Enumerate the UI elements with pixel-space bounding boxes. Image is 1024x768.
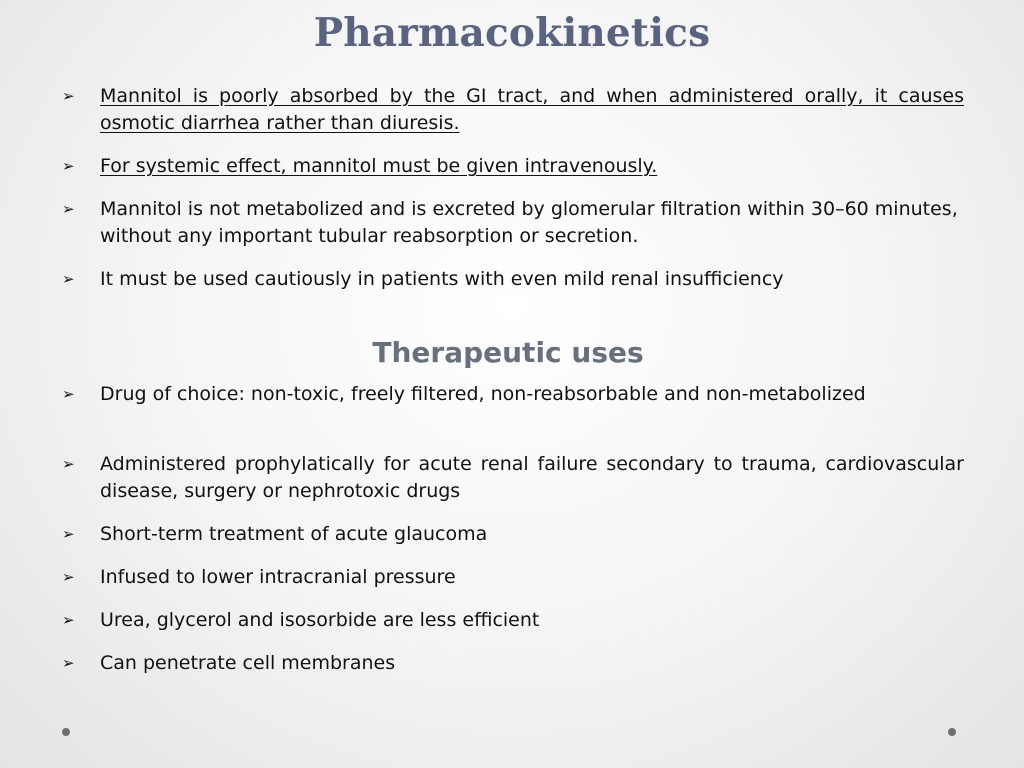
arrow-bullet-icon: ➢ — [62, 568, 75, 586]
arrow-bullet-icon: ➢ — [62, 385, 75, 403]
tu-bullet-text: Urea, glycerol and isosorbide are less efficient — [100, 609, 540, 631]
tu-bullet-1 — [62, 381, 964, 408]
pk-bullet-2 — [62, 153, 964, 180]
arrow-bullet-icon: ➢ — [62, 654, 75, 672]
arrow-bullet-icon: ➢ — [62, 270, 75, 288]
tu-bullet-text: Administered prophylatically for acute renal failure secondary to trauma, cardiovascular disease, surgery or nephrotoxic drugs — [100, 453, 964, 502]
arrow-bullet-icon: ➢ — [62, 157, 75, 175]
section-title-therapeutic-uses: Therapeutic uses — [372, 336, 644, 369]
pk-bullet-3 — [62, 196, 964, 250]
tu-bullet-text: Can penetrate cell membranes — [100, 652, 396, 674]
pk-bullet-text: It must be used cautiously in patients with even mild renal insufficiency — [100, 268, 784, 290]
pk-bullet-text: Mannitol is poorly absorbed by the GI tract, and when administered orally, it causes osmotic diarrhea rather than diuresis. — [100, 85, 964, 134]
pk-bullet-text: Mannitol is not metabolized and is excreted by glomerular filtration within 30–60 minutes, without any important tubular reabsorption or secretion. — [100, 198, 958, 247]
pk-bullet-4 — [62, 266, 964, 293]
pk-bullet-text: For systemic effect, mannitol must be given intravenously. — [100, 155, 658, 177]
arrow-bullet-icon: ➢ — [62, 455, 75, 473]
arrow-bullet-icon: ➢ — [62, 87, 75, 105]
arrow-bullet-icon: ➢ — [62, 525, 75, 543]
tu-bullet-6 — [62, 650, 964, 677]
tu-bullet-3 — [62, 521, 964, 548]
tu-bullet-text: Drug of choice: non-toxic, freely filtered, non-reabsorbable and non-metabolized — [100, 383, 866, 405]
tu-bullet-text: Infused to lower intracranial pressure — [100, 566, 456, 588]
slide-title: Pharmacokinetics — [313, 10, 711, 56]
tu-bullet-text: Short-term treatment of acute glaucoma — [100, 523, 488, 545]
tu-bullet-2 — [62, 451, 964, 505]
tu-bullet-5 — [62, 607, 964, 634]
pk-bullet-1 — [62, 83, 964, 137]
arrow-bullet-icon: ➢ — [62, 611, 75, 629]
tu-bullet-4 — [62, 564, 964, 591]
arrow-bullet-icon: ➢ — [62, 200, 75, 218]
corner-dot-left — [62, 728, 70, 736]
corner-dot-right — [948, 728, 956, 736]
